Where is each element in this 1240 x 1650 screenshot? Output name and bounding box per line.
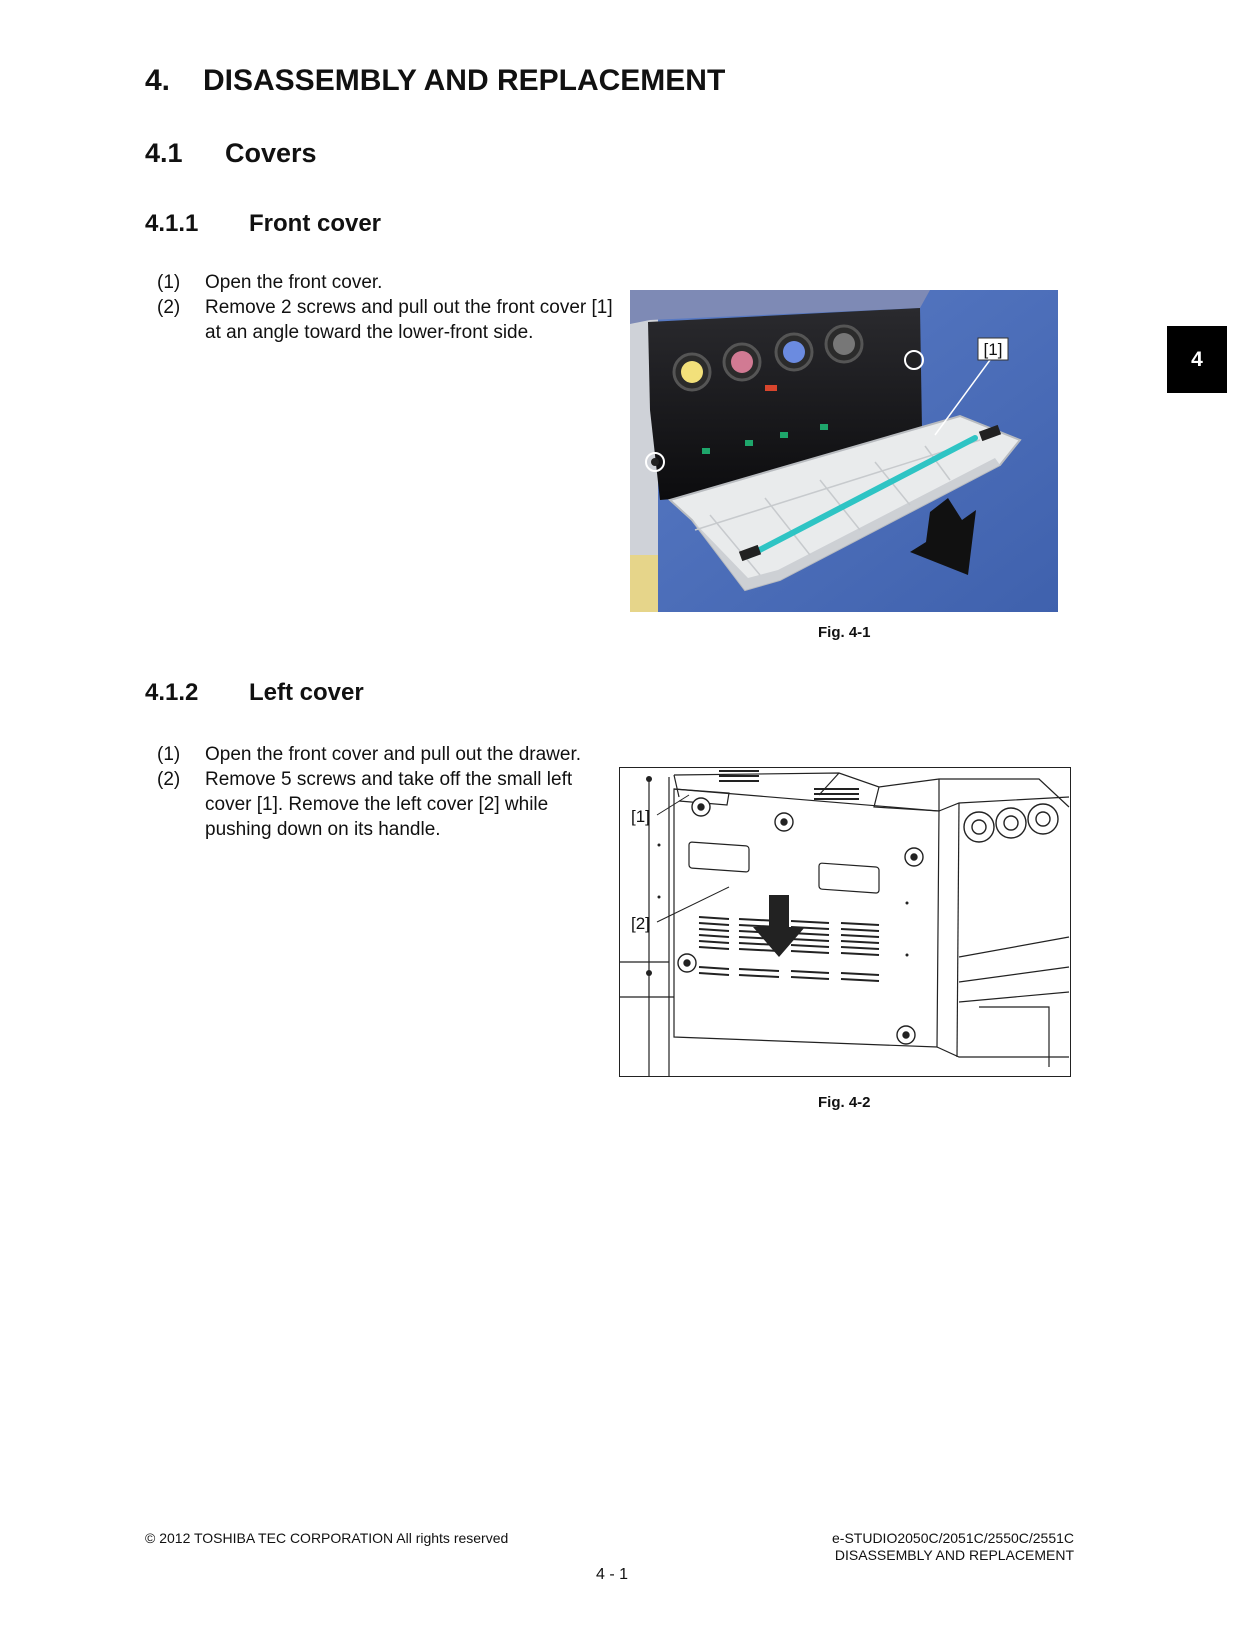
subsection-heading-left-cover (145, 679, 364, 707)
chapter-tab: 4 (1167, 326, 1227, 393)
step-number: (1) (157, 272, 181, 293)
footer-copyright: © 2012 TOSHIBA TEC CORPORATION All rights reserved (145, 1530, 509, 1546)
figure-caption: Fig. 4-1 (818, 624, 871, 641)
section-heading (145, 138, 317, 169)
page-number: 4 - 1 (596, 1566, 629, 1583)
step-item (145, 295, 615, 345)
front-cover-photo (630, 290, 1058, 612)
front-cover-steps (145, 270, 615, 345)
step-number: (2) (157, 769, 181, 790)
figure-label-1: [1] (983, 340, 1003, 359)
step-number: (2) (157, 297, 181, 318)
step-number: (1) (157, 744, 181, 765)
step-text: Remove 2 screws and pull out the front cover [1] at an angle toward the lower-front side. (205, 297, 613, 343)
subsection-number: 4.1.2 (145, 679, 199, 706)
chapter-title: DISASSEMBLY AND REPLACEMENT (203, 64, 726, 97)
left-cover-steps (145, 742, 615, 842)
section-title: Covers (225, 138, 317, 168)
step-text: Open the front cover. (205, 272, 383, 293)
subsection-title: Front cover (249, 210, 382, 237)
step-item (145, 742, 615, 767)
subsection-title: Left cover (249, 679, 364, 706)
step-item (145, 767, 615, 842)
figure-label-1: [1] (631, 807, 650, 826)
figure-caption: Fig. 4-2 (818, 1094, 871, 1111)
chapter-number: 4. (145, 64, 171, 97)
step-text: Remove 5 screws and take off the small left cover [1]. Remove the left cover [2] while pushing down on its handle. (205, 769, 573, 840)
figure-label-2: [2] (631, 914, 650, 933)
step-item (145, 270, 615, 295)
footer-chapter: DISASSEMBLY AND REPLACEMENT (834, 1547, 1075, 1563)
step-text: Open the front cover and pull out the drawer. (205, 744, 582, 765)
chapter-heading (145, 64, 725, 98)
footer-model: e-STUDIO2050C/2051C/2550C/2551C (832, 1530, 1075, 1546)
section-number: 4.1 (145, 138, 183, 168)
subsection-number: 4.1.1 (145, 210, 199, 237)
subsection-heading-front-cover (145, 210, 381, 238)
footer-model-info (832, 1530, 1074, 1564)
left-cover-diagram (619, 767, 1071, 1077)
